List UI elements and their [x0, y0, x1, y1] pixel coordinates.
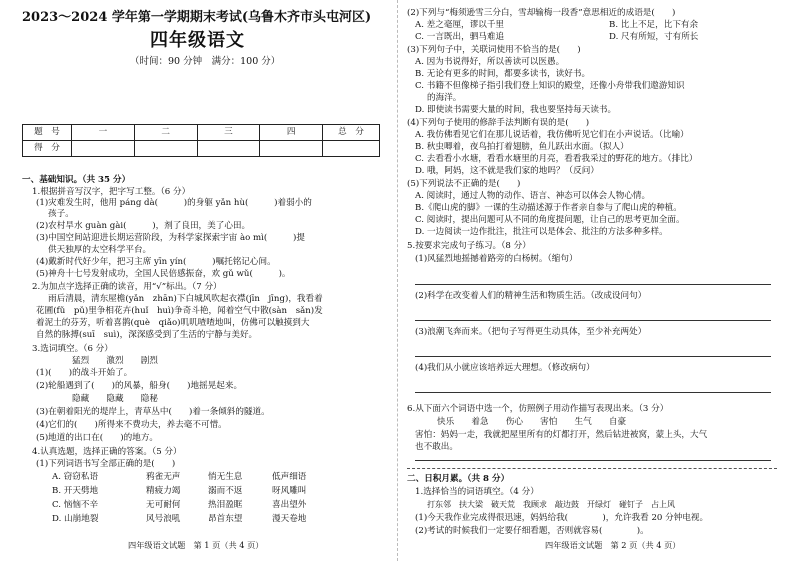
q4-option: 溺而不返 — [208, 486, 243, 496]
q1-line: 孩子。 — [48, 209, 74, 219]
r2-option-b[interactable]: B. 比上不足，比下有余 — [609, 20, 699, 30]
page-footer: 四年级语文试题 第 1 页（共 4 页） — [128, 540, 264, 550]
q4-option: 悄无生息 — [208, 472, 243, 482]
q2-stem: 2.为加点字选择正确的读音，用“√”标出。（7 分） — [32, 282, 222, 292]
q1-line: (4)戴新时代好少年，把习主席 yīn yín( )嘱托铭记心间。 — [36, 257, 276, 267]
q4-option: 漫天卷地 — [272, 514, 307, 524]
q5-sentence: (2)科学在改变着人们的精神生活和物质生活。（改成设问句） — [415, 291, 647, 301]
r2-stem: (2)下列与“梅须逊雪三分白，雪却输梅一段香”意思相近的成语是( ) — [407, 8, 676, 18]
q4-option: 无可耐何 — [146, 500, 181, 510]
q1-line: 供天独厚的太空科学平台。 — [48, 245, 152, 255]
r5-option-d[interactable]: D. 一边阅读一边作批注，批注可以是体会、批注的方法多种多样。 — [415, 227, 668, 237]
score-label-cell: 得 分 — [23, 141, 72, 157]
score-table — [22, 124, 380, 157]
q4-option: 呀风雕叫 — [272, 486, 307, 496]
score-cell[interactable] — [260, 141, 323, 157]
answer-line[interactable] — [415, 392, 771, 393]
q5-stem: 5.按要求完成句子练习。（8 分） — [407, 241, 531, 251]
section1-title: 一、基础知识。（共 35 分） — [22, 175, 131, 185]
r4-option-d[interactable]: D. 哦，阿妈，这不就是我们家的地吗？（反问） — [415, 166, 599, 176]
r3-stem: (3)下列句子中，关联词使用不恰当的是( ) — [407, 45, 581, 55]
subject-title: 四年级语文 — [150, 30, 245, 51]
r5-stem: (5)下列说法不正确的是( ) — [407, 179, 521, 189]
q2-passage: 雨后清晨，清东屋檐(yǎn zhān)下白城风吹起衣襟(jīn jīng)，我看着 — [48, 294, 323, 304]
q1-line: (5)神舟十七号发射成功，全国人民倍感振奋，欢 gǔ wǔ( )。 — [36, 269, 291, 279]
exam-info: （时间：90 分钟 满分：100 分） — [130, 56, 281, 67]
q3-stem: 3.选词填空。（6 分） — [32, 344, 113, 354]
q2-passage: 着泥土的芬芳，听着喜鹊(què qiǎo)叽叽喳喳地叫，仿佛可以触摸到大 — [36, 318, 310, 328]
score-header-cell: 四 — [260, 125, 323, 141]
score-header-cell: 题 号 — [23, 125, 72, 141]
answer-line[interactable] — [415, 284, 771, 285]
q1-line: (1)灾难发生时，他用 páng dà( )的身躯 yǎn hù( )着弱小的 — [36, 198, 312, 208]
r5-option-a[interactable]: A. 阅读时，通过人物的动作、语言、神态可以体会人物心情。 — [415, 191, 651, 201]
r3-option-c-cont: 的海洋。 — [427, 93, 462, 103]
q2-passage: 花圃(fǔ pǔ)里争相花卉(huǐ huì)争奇斗艳，闻着空气中散(sàn sǎn)发 — [36, 306, 323, 316]
page-right — [397, 0, 794, 561]
section-divider — [407, 468, 777, 469]
q3-word-bank: 猛烈 激烈 剧烈 — [72, 356, 158, 366]
score-header-cell: 总 分 — [323, 125, 380, 141]
q4-option: 喜出望外 — [272, 500, 307, 510]
r4-option-b[interactable]: B. 秋虫唧着，夜鸟拍打着翅膀，鱼儿跃出水面。（拟人） — [415, 142, 629, 152]
q4-option: 精疲力竭 — [146, 486, 181, 496]
r4-option-c[interactable]: C. 去看看小水塘，看看水塘里的月亮，看看我采过的野花的地方。（排比） — [415, 154, 698, 164]
q5-sentence: (1)风猛烈地摇撼着路旁的白杨树。（缩句） — [415, 254, 578, 264]
q3-line: (5)地道的出口在( )的地方。 — [36, 433, 159, 443]
q3-line: (4)它们的( )所得来不费功夫，养去毫不可惜。 — [36, 420, 227, 430]
score-header-cell: 三 — [197, 125, 260, 141]
q3-line: (2)轮船遇到了( )的风暴，船身( )地摇晃起来。 — [36, 381, 243, 391]
q21-line: (1)今天我作业完成得很迅速，妈妈给我( )，允许我看 20 分钟电视。 — [415, 513, 709, 523]
q6-example: 也不敢出。 — [415, 442, 458, 452]
q5-sentence: (4)我们从小就应该培养远大理想。（修改病句） — [415, 363, 595, 373]
page-footer: 四年级语文试题 第 2 页（共 4 页） — [545, 540, 681, 550]
q5-sentence: (3)浪潮飞奔而来。（把句子写得更生动具体，至少补充两处） — [415, 327, 647, 337]
q4-stem: 4.认真选题，选择正确的答案。（5 分） — [32, 447, 182, 457]
q21-word-bank: 打东邻 扶大梁 破天荒 我顾求 敲边鼓 开绿灯 碰钉子 占上风 — [427, 500, 675, 509]
q21-stem: 1.选择恰当的词语填空。（4 分） — [415, 487, 539, 497]
answer-line[interactable] — [415, 460, 771, 461]
q4-option[interactable]: D. 山崩地裂 — [52, 514, 99, 524]
r2-option-c[interactable]: C. 一言既出，驷马难追 — [415, 32, 505, 42]
r3-option-a[interactable]: A. 因为书说得好，所以善读可以医愚。 — [415, 57, 565, 67]
score-cell[interactable] — [323, 141, 380, 157]
q6-example: 害怕：妈妈一走，我就把屋里所有的灯都打开，然后钻进被窝，蒙上头，大气 — [415, 430, 708, 440]
q4-option: 昂首东望 — [208, 514, 243, 524]
q2-passage: 自然的脉搏(suī suì)，深深感受到了生活的宁静与美好。 — [36, 330, 258, 340]
score-cell[interactable] — [197, 141, 260, 157]
r5-option-c[interactable]: C. 阅读时，提出问题可从不同的角度提问题，让自己的思考更加全面。 — [415, 215, 685, 225]
r4-stem: (4)下列句子使用的修辞手法判断有误的是( ) — [407, 118, 590, 128]
r2-option-a[interactable]: A. 差之毫厘，谬以千里 — [415, 20, 505, 30]
q6-stem: 6.从下面六个词语中选一个，仿照例子用动作描写表现出来。（3 分） — [407, 404, 669, 414]
r2-option-d[interactable]: D. 尺有所短，寸有所长 — [609, 32, 699, 42]
r3-option-b[interactable]: B. 无论有更多的时间，都要多读书，读好书。 — [415, 69, 591, 79]
r4-option-a[interactable]: A. 我仿佛看见它们在那儿说话着，我仿佛听见它们在小声说话。（比喻） — [415, 130, 689, 140]
section2-title: 二、日积月累。（共 8 分） — [407, 474, 510, 484]
q4-option: 风号浪吼 — [146, 514, 181, 524]
score-header-cell: 二 — [134, 125, 197, 141]
answer-line[interactable] — [415, 356, 771, 357]
q4-option: 低声细语 — [272, 472, 307, 482]
q4-option[interactable]: A. 窃窃私语 — [52, 472, 99, 482]
q6-word-bank: 快乐 着急 伤心 害怕 生气 自豪 — [437, 417, 627, 427]
r5-option-b[interactable]: B.《爬山虎的脚》一课的生动描述源于作者亲自参与了爬山虎的种植。 — [415, 203, 682, 213]
score-cell[interactable] — [134, 141, 197, 157]
score-header-cell: 一 — [72, 125, 135, 141]
q3-line: (3)在朝着阳光的堤岸上，青草丛中( )着一条倾斜的隧道。 — [36, 407, 270, 417]
q1-line: (2)农村旱水 guàn gài( )，剂了良田，美了心田。 — [36, 221, 251, 231]
r3-option-d[interactable]: D. 即使读书需要大量的时间，我也要坚持每天读书。 — [415, 105, 617, 115]
r3-option-c[interactable]: C. 书籍不但像梯子指引我们登上知识的殿堂，还像小舟带我们遨游知识 — [415, 81, 685, 91]
q4-option[interactable]: B. 开天劈地 — [52, 486, 99, 496]
score-cell[interactable] — [72, 141, 135, 157]
q4-sub1: (1)下列词语书写全部正确的是( ) — [36, 459, 176, 469]
q3-line: (1)( )的战斗开始了。 — [36, 368, 133, 378]
q3-word-bank: 隐藏 隐藏 隐秘 — [72, 394, 158, 404]
q4-option[interactable]: C. 恼恼不辛 — [52, 500, 99, 510]
q1-stem: 1.根据拼音写汉字，把字写工整。（6 分） — [32, 187, 191, 197]
exam-header: 2023～2024 学年第一学期期末考试(乌鲁木齐市头屯河区) — [22, 10, 372, 25]
q4-option: 鸦雀无声 — [146, 472, 181, 482]
q21-line: (2)考试的时候我们一定要仔细看题，否则就容易( )。 — [415, 526, 649, 536]
q4-option: 热泪盈眶 — [208, 500, 243, 510]
answer-line[interactable] — [415, 320, 771, 321]
q1-line: (3)中国空间站迎进长期运营阶段，为科学家探索宇宙 ào mì( )提 — [36, 233, 305, 243]
